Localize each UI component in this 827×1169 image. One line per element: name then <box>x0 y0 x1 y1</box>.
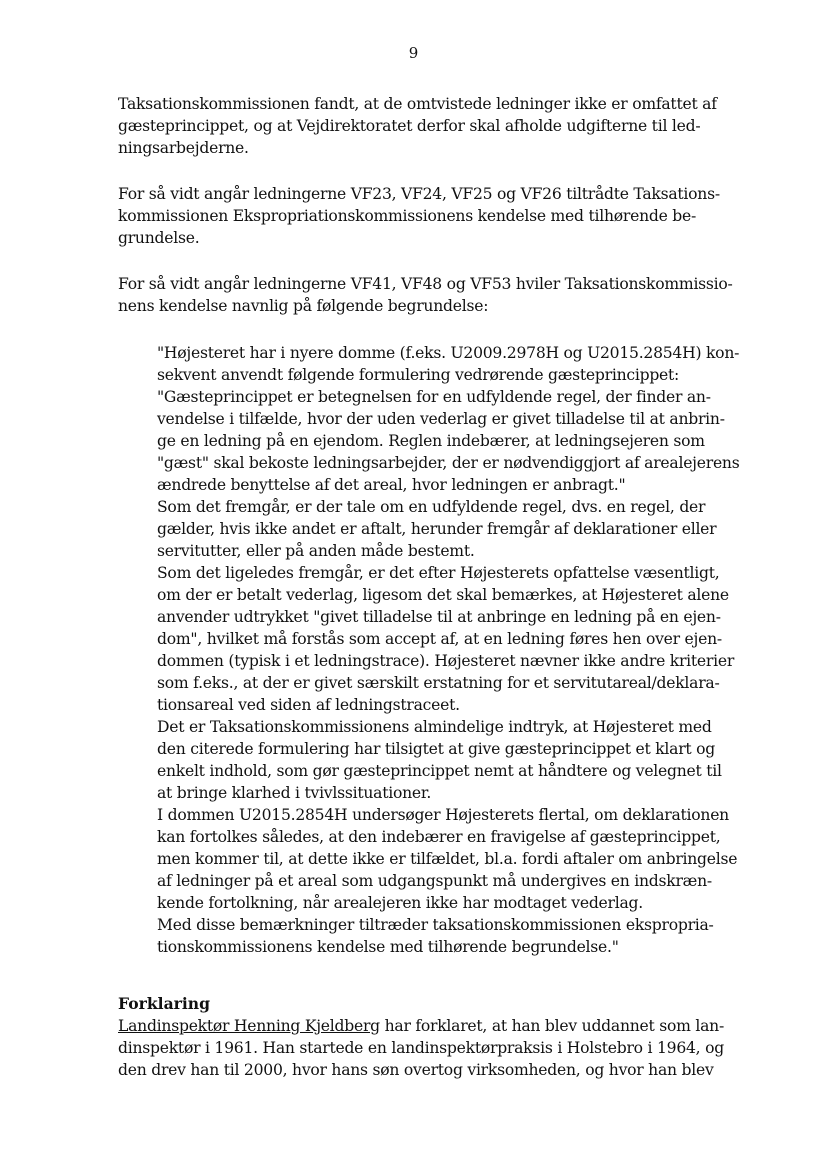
text-line: For så vidt angår ledningerne VF23, VF24, VF25 og VF26 tiltrådte Taksations- <box>118 185 720 203</box>
quote-line: dommen (typisk i et ledningstrace). Højesteret nævner ikke andre kriterier <box>157 652 735 670</box>
section-heading: Forklaring <box>118 994 211 1013</box>
quote-line: gælder, hvis ikke andet er aftalt, herunder fremgår af deklarationer eller <box>157 520 717 538</box>
text-line: den drev han til 2000, hvor hans søn overtog virksomheden, og hvor han blev <box>118 1061 714 1079</box>
quote-line: ændrede benyttelse af det areal, hvor ledningen er anbragt." <box>157 476 626 494</box>
quote-line: kan fortolkes således, at den indebærer en fravigelse af gæsteprincippet, <box>157 828 721 846</box>
text-line: nens kendelse navnlig på følgende begrundelse: <box>118 297 489 315</box>
text-line: gæsteprincippet, og at Vejdirektoratet derfor skal afholde udgifterne til led- <box>118 117 701 135</box>
paragraph-1 <box>118 93 718 159</box>
quote-line: ge en ledning på en ejendom. Reglen indebærer, at ledningsejeren som <box>157 432 705 450</box>
quote-line: "Højesteret har i nyere domme (f.eks. U2009.2978H og U2015.2854H) kon- <box>157 344 740 362</box>
quote-line: men kommer til, at dette ikke er tilfældet, bl.a. fordi aftaler om anbringelse <box>157 850 738 868</box>
forklaring-paragraph <box>118 1015 724 1081</box>
text-line: ningsarbejderne. <box>118 139 249 157</box>
quote-line: Med disse bemærkninger tiltræder taksationskommissionen ekspropria- <box>157 916 714 934</box>
text-line: dinspektør i 1961. Han startede en landinspektørpraksis i Holstebro i 1964, og <box>118 1039 724 1057</box>
quote-line: I dommen U2015.2854H undersøger Højesterets flertal, om deklarationen <box>157 806 729 824</box>
text-line: kommissionen Ekspropriationskommissionens kendelse med tilhørende be- <box>118 207 697 225</box>
quote-line: sekvent anvendt følgende formulering vedrørende gæsteprincippet: <box>157 366 680 384</box>
paragraph-2 <box>118 183 718 249</box>
quote-line: Det er Taksationskommissionens almindelige indtryk, at Højesteret med <box>157 718 712 736</box>
quote-line: anvender udtrykket "givet tilladelse til at anbringe en ledning på en ejen- <box>157 608 721 626</box>
quote-line: servitutter, eller på anden måde bestemt. <box>157 542 475 560</box>
text-line: Taksationskommissionen fandt, at de omtvistede ledninger ikke er omfattet af <box>118 95 717 113</box>
quote-line: Som det fremgår, er der tale om en udfyldende regel, dvs. en regel, der <box>157 498 706 516</box>
quote-line: den citerede formulering har tilsigtet at give gæsteprincippet et klart og <box>157 740 715 758</box>
quote-line: om der er betalt vederlag, ligesom det skal bemærkes, at Højesteret alene <box>157 586 729 604</box>
quote-line: som f.eks., at der er givet særskilt erstatning for et servitutareal/deklara- <box>157 674 720 692</box>
text-line <box>118 1015 724 1037</box>
block-quote <box>157 342 740 958</box>
quote-line: dom", hvilket må forstås som accept af, at en ledning føres hen over ejen- <box>157 630 722 648</box>
witness-name: Landinspektør Henning Kjeldberg <box>118 1017 380 1035</box>
quote-line: at bringe klarhed i tvivlssituationer. <box>157 784 432 802</box>
quote-line: "gæst" skal bekoste ledningsarbejder, der er nødvendiggjort af arealejerens <box>157 454 740 472</box>
quote-line: "Gæsteprincippet er betegnelsen for en udfyldende regel, der finder an- <box>157 388 711 406</box>
quote-line: tionsareal ved siden af ledningstraceet. <box>157 696 460 714</box>
text-line: grundelse. <box>118 229 200 247</box>
text-line-rest: har forklaret, at han blev uddannet som lan- <box>379 1017 724 1035</box>
quote-line: tionskommissionens kendelse med tilhørende begrundelse." <box>157 938 619 956</box>
text-line: For så vidt angår ledningerne VF41, VF48 og VF53 hviler Taksationskommissio- <box>118 275 733 293</box>
quote-line: kende fortolkning, når arealejeren ikke har modtaget vederlag. <box>157 894 643 912</box>
quote-line: vendelse i tilfælde, hvor der uden vederlag er givet tilladelse til at anbrin- <box>157 410 725 428</box>
quote-line: Som det ligeledes fremgår, er det efter Højesterets opfattelse væsentligt, <box>157 564 720 582</box>
quote-line: af ledninger på et areal som udgangspunkt må undergives en indskræn- <box>157 872 712 890</box>
quote-line: enkelt indhold, som gør gæsteprincippet nemt at håndtere og velegnet til <box>157 762 722 780</box>
paragraph-3 <box>118 273 733 317</box>
page-number: 9 <box>408 44 419 62</box>
